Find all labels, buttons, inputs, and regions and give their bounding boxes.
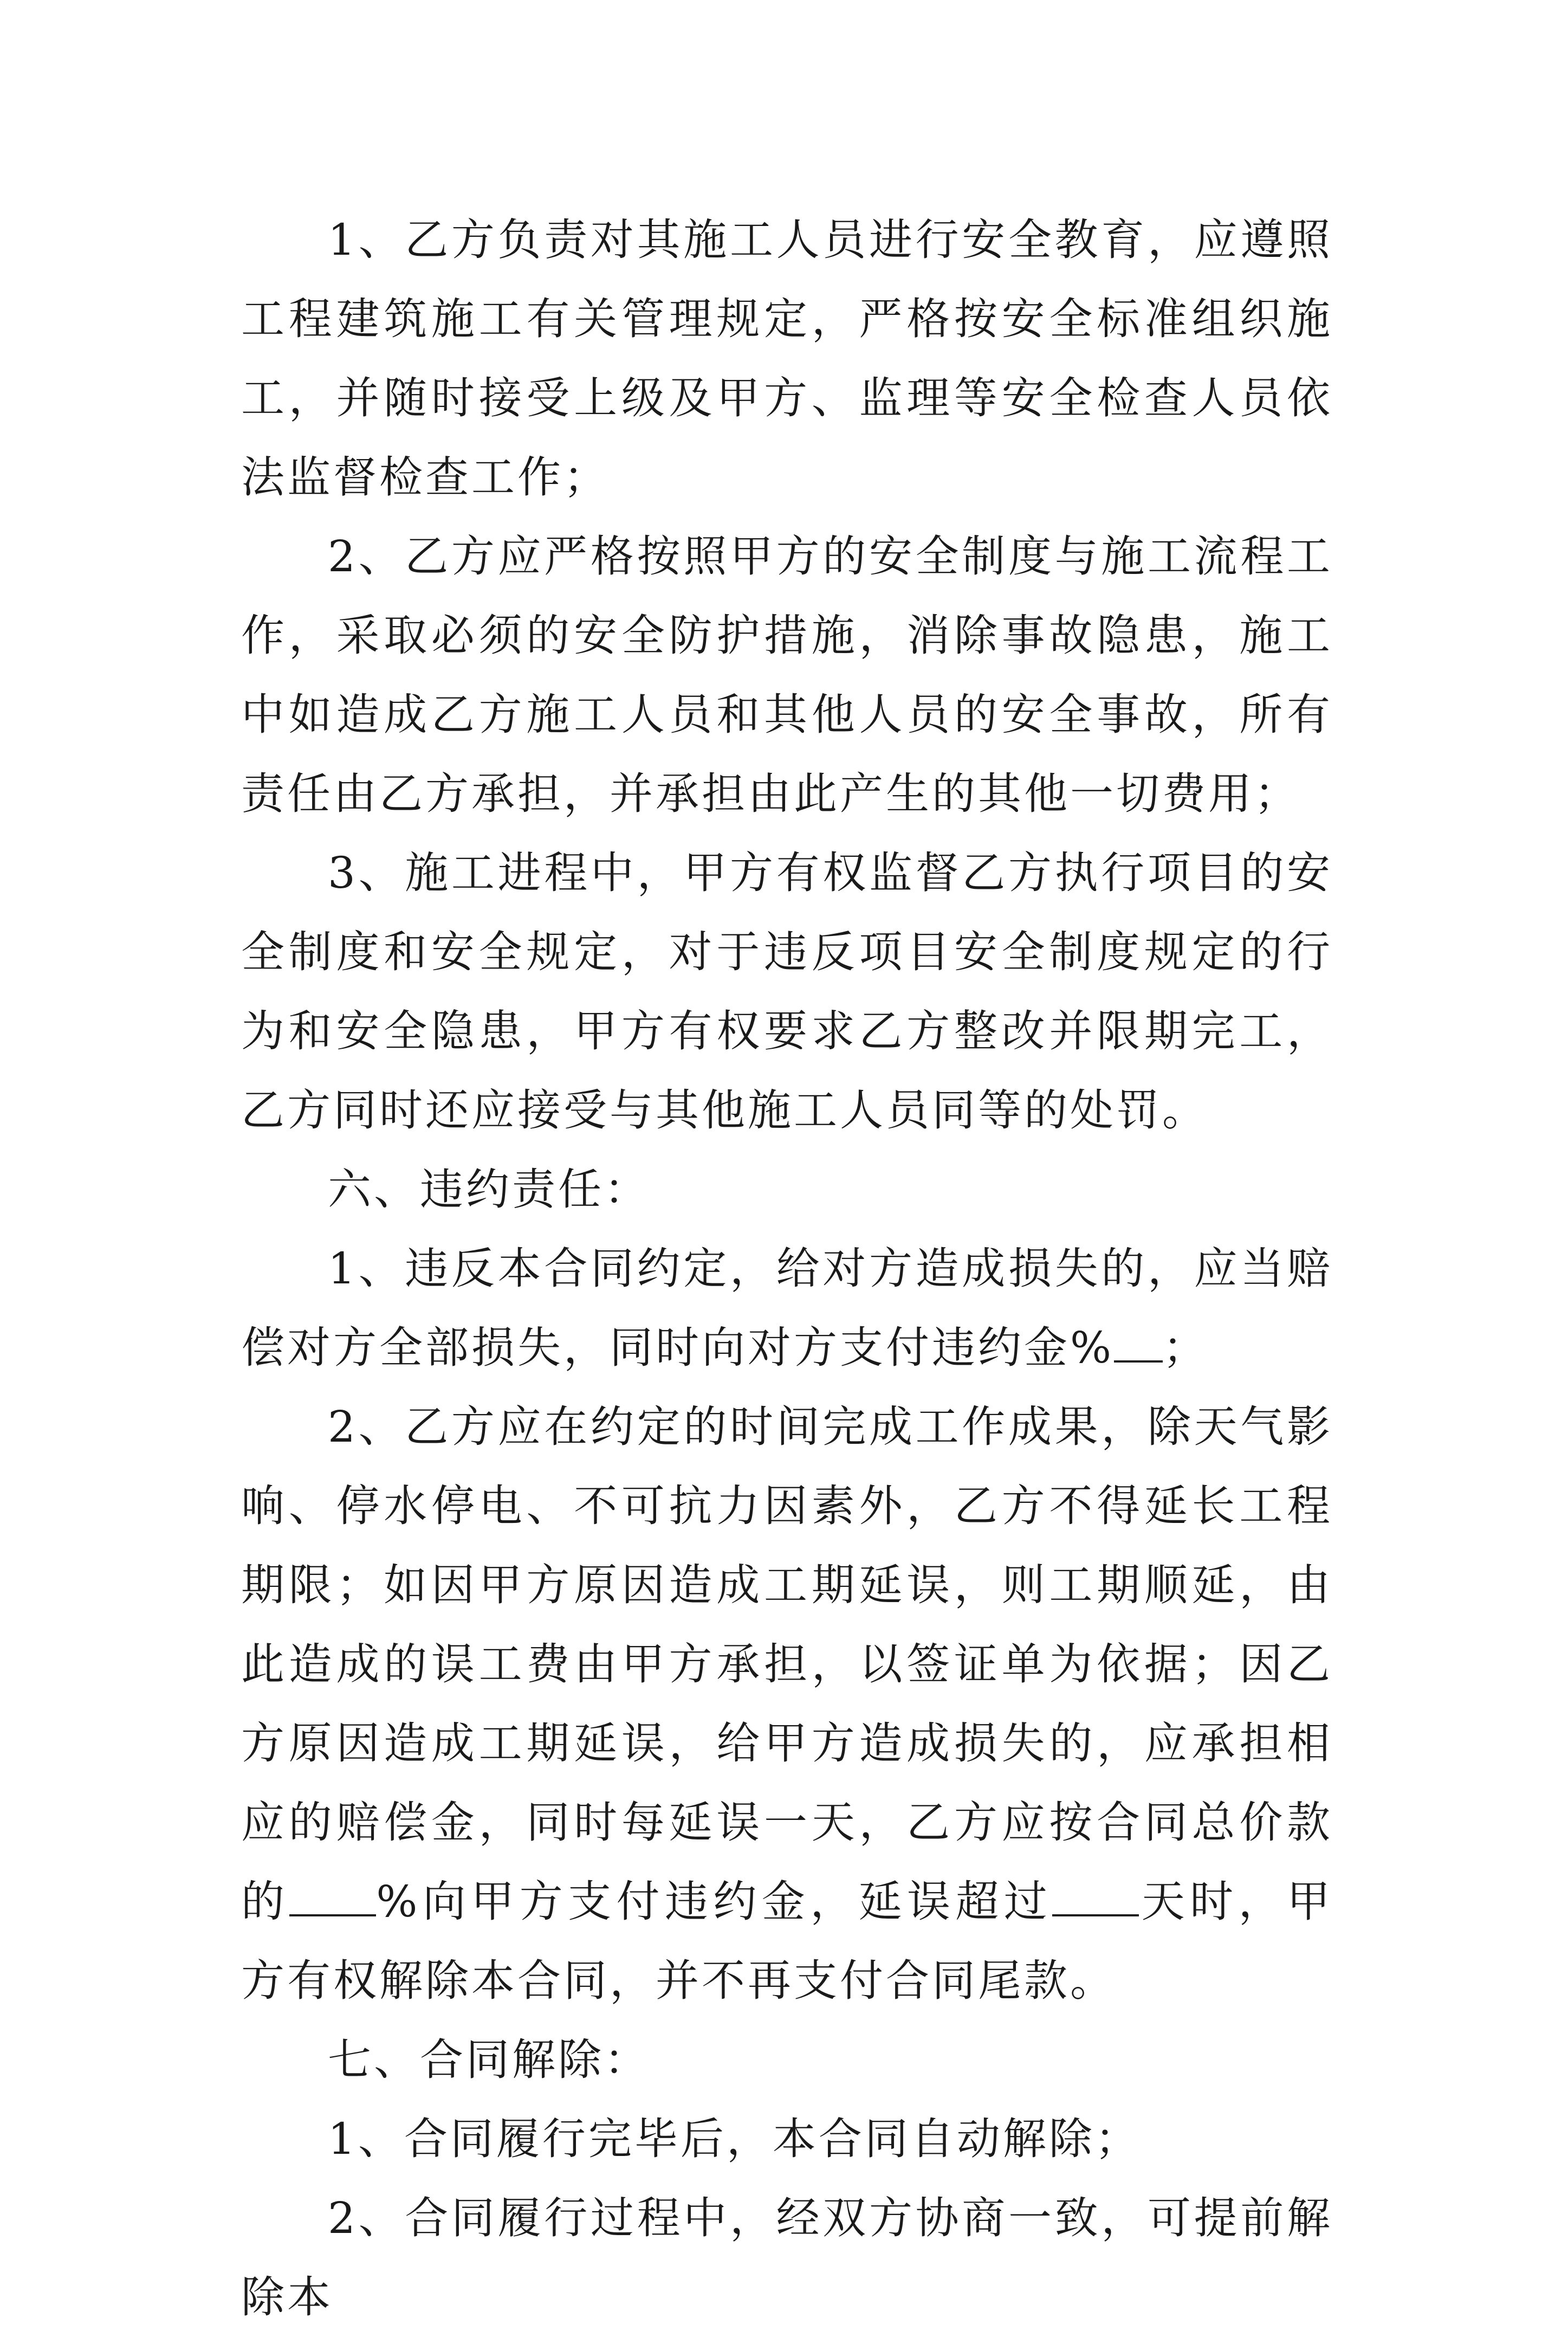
termination-clause-1: 1、合同履行完毕后，本合同自动解除；	[328, 2114, 1141, 2164]
penalty-clause-1	[241, 1229, 1333, 1387]
safety-clause-2: 2、乙方应严格按照甲方的安全制度与施工流程工作，采取必须的安全防护措施，消除事故隐患，施工中如造成乙方施工人员和其他人员的安全事故，所有责任由乙方承担，并承担由此产生的其他一切费用；	[241, 531, 1333, 819]
document-body	[241, 201, 1333, 2337]
penalty-rate-blank	[1114, 1321, 1163, 1363]
section-6-heading: 六、违约责任：	[328, 1164, 650, 1215]
safety-clause-3: 3、施工进程中，甲方有权监督乙方执行项目的安全制度和安全规定，对于违反项目安全制度规定的行为和安全隐患，甲方有权要求乙方整改并限期完工，乙方同时还应接受与其他施工人员同等的处罚。	[241, 848, 1333, 1135]
penalty-clause-2-text-a: 2、乙方应在约定的时间完成工作成果，除天气影响、停水停电、不可抗力因素外，乙方不得延长工程期限；如因甲方原因造成工期延误，则工期顺延，由此造成的误工费由甲方承担，以签证单为依据；因乙方原因造成工期延误，给甲方造成损失的，应承担相应的赔偿金，同时每延误一天，乙方应按合同总价款的	[241, 1402, 1333, 1927]
penalty-clause-2-text-c: 天时，甲方有权解除本合同，并不再支付合同尾款。	[241, 1876, 1333, 2006]
penalty-clause-2	[241, 1387, 1333, 2020]
termination-clause-2: 2、合同履行过程中，经双方协商一致，可提前解除本	[241, 2193, 1333, 2322]
delay-days-blank	[1052, 1875, 1139, 1916]
daily-penalty-rate-blank	[289, 1875, 376, 1916]
section-7-heading: 七、合同解除：	[328, 2035, 650, 2085]
penalty-clause-1-end: ；	[1163, 1322, 1209, 1373]
penalty-clause-2-text-b: %向甲方支付违约金，延误超过	[376, 1876, 1053, 1927]
safety-clause-1: 1、乙方负责对其施工人员进行安全教育，应遵照工程建筑施工有关管理规定，严格按安全标准组织施工，并随时接受上级及甲方、监理等安全检查人员依法监督检查工作；	[241, 215, 1333, 502]
penalty-clause-1-text: 1、违反本合同约定，给对方造成损失的，应当赔偿对方全部损失，同时向对方支付违约金%	[241, 1243, 1333, 1373]
